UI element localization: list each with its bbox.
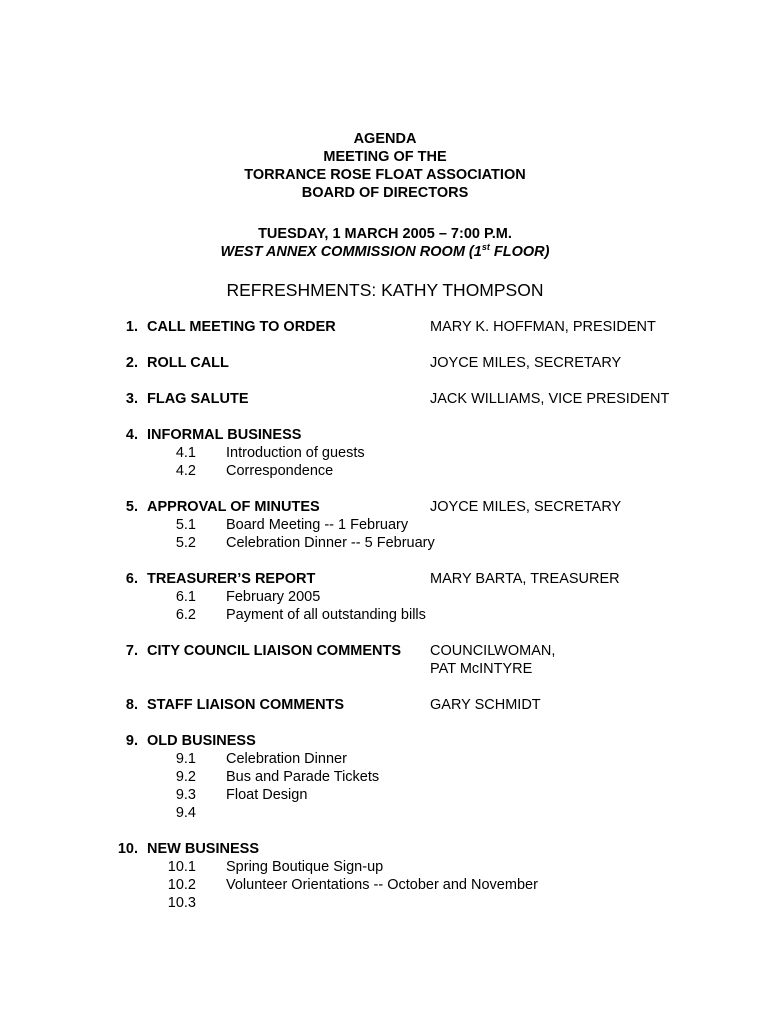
item-person: MARY K. HOFFMAN, PRESIDENT xyxy=(430,319,656,335)
item-person: GARY SCHMIDT xyxy=(430,697,541,713)
item-title: STAFF LIAISON COMMENTS xyxy=(147,697,345,713)
subitem-number: 5.1 xyxy=(175,517,196,533)
location-superscript: st xyxy=(481,242,490,253)
subitem-text: Celebration Dinner -- 5 February xyxy=(226,535,435,551)
subitem-number: 10.3 xyxy=(167,895,196,911)
item-person: JOYCE MILES, SECRETARY xyxy=(430,355,622,371)
item-number: 5. xyxy=(125,499,138,515)
subitem-number: 4.2 xyxy=(175,463,196,479)
header-board: BOARD OF DIRECTORS xyxy=(301,185,469,201)
item-title: FLAG SALUTE xyxy=(147,391,249,407)
item-number: 9. xyxy=(125,733,138,749)
item-title: APPROVAL OF MINUTES xyxy=(147,499,320,515)
subitem-number: 9.1 xyxy=(175,751,196,767)
subitem-number: 6.1 xyxy=(175,589,196,605)
item-number: 7. xyxy=(125,643,138,659)
subitem-text: Board Meeting -- 1 February xyxy=(226,517,409,533)
subitem-number: 4.1 xyxy=(175,445,196,461)
subitem-number: 10.1 xyxy=(167,859,196,875)
header-organization: TORRANCE ROSE FLOAT ASSOCIATION xyxy=(244,167,526,183)
meeting-date: TUESDAY, 1 MARCH 2005 – 7:00 P.M. xyxy=(258,226,512,242)
header-agenda: AGENDA xyxy=(353,131,417,147)
subitem-text: February 2005 xyxy=(226,589,321,605)
item-number: 10. xyxy=(117,841,138,857)
refreshments-line: REFRESHMENTS: KATHY THOMPSON xyxy=(226,280,544,300)
subitem-text: Celebration Dinner xyxy=(226,751,347,767)
item-title: TREASURER’S REPORT xyxy=(147,571,316,587)
item-number: 2. xyxy=(125,355,138,371)
subitem-number: 5.2 xyxy=(175,535,196,551)
subitem-text: Payment of all outstanding bills xyxy=(226,607,426,623)
subitem-text: Volunteer Orientations -- October and November xyxy=(226,877,538,893)
subitem-text: Spring Boutique Sign-up xyxy=(226,859,384,875)
item-number: 8. xyxy=(125,697,138,713)
subitem-number: 6.2 xyxy=(175,607,196,623)
item-number: 1. xyxy=(125,319,138,335)
header-meeting-of: MEETING OF THE xyxy=(323,149,447,165)
item-title: ROLL CALL xyxy=(147,355,229,371)
subitem-number: 9.2 xyxy=(175,769,196,785)
item-number: 4. xyxy=(125,427,138,443)
item-title: CALL MEETING TO ORDER xyxy=(147,319,336,335)
item-person: MARY BARTA, TREASURER xyxy=(430,571,620,587)
subitem-text: Float Design xyxy=(226,787,308,803)
location-text: WEST ANNEX COMMISSION ROOM (1 xyxy=(220,244,482,260)
item-person: JACK WILLIAMS, VICE PRESIDENT xyxy=(430,391,670,407)
subitem-number: 9.4 xyxy=(175,805,196,821)
subitem-text: Introduction of guests xyxy=(226,445,365,461)
item-person: JOYCE MILES, SECRETARY xyxy=(430,499,622,515)
item-number: 3. xyxy=(125,391,138,407)
item-person: COUNCILWOMAN, xyxy=(430,643,556,659)
subitem-number: 9.3 xyxy=(175,787,196,803)
item-title: NEW BUSINESS xyxy=(147,841,259,857)
subitem-text: Bus and Parade Tickets xyxy=(226,769,380,785)
subitem-number: 10.2 xyxy=(167,877,196,893)
item-number: 6. xyxy=(125,571,138,587)
item-title: OLD BUSINESS xyxy=(147,733,256,749)
item-title: INFORMAL BUSINESS xyxy=(147,427,302,443)
subitem-text: Correspondence xyxy=(226,463,334,479)
item-person-line2: PAT McINTYRE xyxy=(430,661,533,677)
location-text-end: FLOOR) xyxy=(489,244,550,260)
item-title: CITY COUNCIL LIAISON COMMENTS xyxy=(147,643,402,659)
meeting-location xyxy=(0,243,770,261)
